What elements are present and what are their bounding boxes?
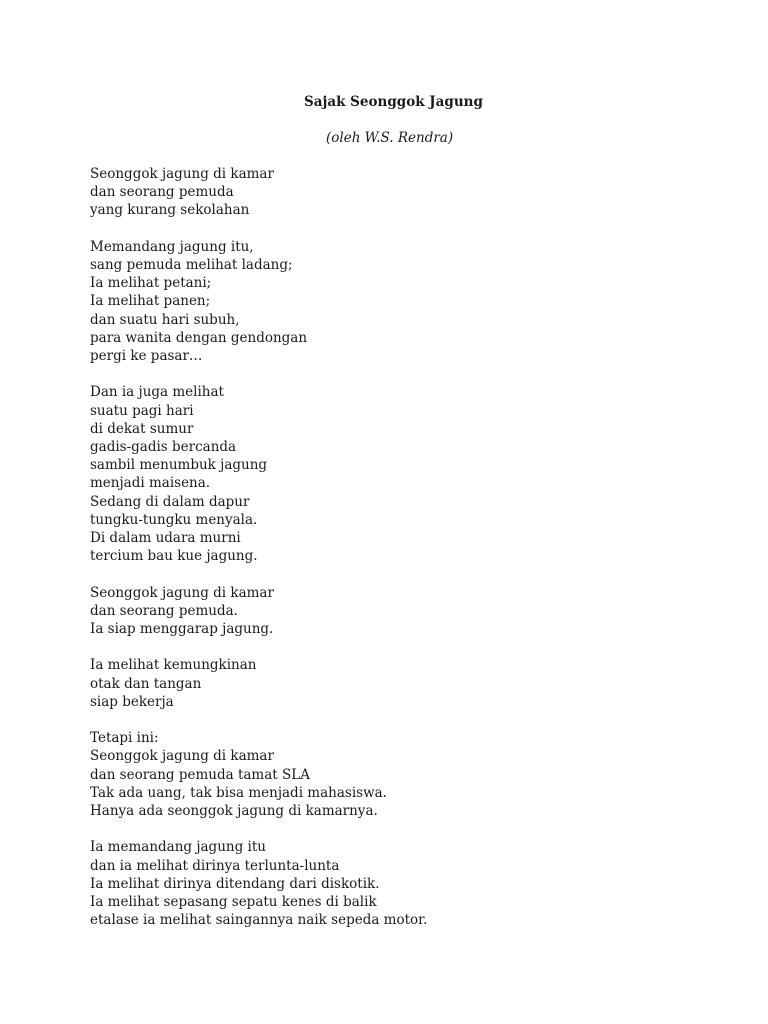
poem-line: Seonggok jagung di kamar bbox=[90, 166, 274, 182]
poem-line: otak dan tangan bbox=[90, 675, 202, 692]
poem-line: Tetapi ini: bbox=[90, 730, 159, 747]
stanza-6 bbox=[90, 729, 690, 820]
poem-line: Sedang di dalam dapur bbox=[90, 493, 250, 510]
poem-line: Di dalam udara murni bbox=[90, 530, 241, 547]
poem-line: dan suatu hari subuh, bbox=[90, 311, 240, 328]
stanza-3 bbox=[90, 383, 690, 565]
poem-line: Seonggok jagung di kamar bbox=[90, 748, 274, 765]
stanza-4 bbox=[90, 584, 690, 639]
poem-line: etalase ia melihat saingannya naik sepeda motor. bbox=[90, 912, 428, 929]
poem-line: Ia melihat dirinya ditendang dari diskotik. bbox=[90, 875, 380, 892]
poem-line: Seonggok jagung di kamar bbox=[90, 584, 274, 601]
poem-line: di dekat sumur bbox=[90, 420, 194, 437]
poem-line: sambil menumbuk jagung bbox=[90, 457, 268, 474]
poem-body bbox=[90, 165, 690, 948]
poem-line: Ia siap menggarap jagung. bbox=[90, 621, 274, 638]
poem-line: menjadi maisena. bbox=[90, 475, 211, 492]
poem-line: dan seorang pemuda bbox=[90, 184, 234, 201]
poem-line: Ia melihat sepasang sepatu kenes di balik bbox=[90, 894, 377, 911]
poem-line: para wanita dengan gendongan bbox=[90, 329, 308, 346]
poem-line: pergi ke pasar… bbox=[90, 348, 203, 365]
stanza-7 bbox=[90, 838, 690, 929]
poem-line: Ia melihat kemungkinan bbox=[90, 657, 257, 674]
poem-author: (oleh W.S. Rendra) bbox=[326, 130, 454, 146]
poem-line: Ia memandang jagung itu bbox=[90, 839, 266, 856]
poem-line: dan seorang pemuda tamat SLA bbox=[90, 766, 310, 783]
poem-line: Ia melihat panen; bbox=[90, 293, 211, 310]
poem-line: dan ia melihat dirinya terlunta-lunta bbox=[90, 857, 340, 874]
poem-line: Tak ada uang, tak bisa menjadi mahasiswa. bbox=[90, 784, 387, 801]
poem-line: sang pemuda melihat ladang; bbox=[90, 257, 293, 273]
poem-title: Sajak Seonggok Jagung bbox=[304, 94, 483, 110]
poem-line: gadis-gadis bercanda bbox=[90, 439, 237, 456]
poem-line: tungku-tungku menyala. bbox=[90, 511, 258, 528]
poem-line: yang kurang sekolahan bbox=[90, 202, 250, 219]
poem-line: tercium bau kue jagung. bbox=[90, 548, 258, 565]
poem-line: Memandang jagung itu, bbox=[90, 238, 254, 255]
poem-line: suatu pagi hari bbox=[90, 402, 194, 419]
stanza-1 bbox=[90, 165, 690, 220]
poem-line: Dan ia juga melihat bbox=[90, 384, 224, 401]
poem-line: Hanya ada seonggok jagung di kamarnya. bbox=[90, 803, 378, 820]
poem-line: Ia melihat petani; bbox=[90, 275, 212, 292]
stanza-5 bbox=[90, 656, 690, 711]
poem-line: dan seorang pemuda. bbox=[90, 602, 238, 619]
stanza-2 bbox=[90, 238, 690, 365]
poem-line: siap bekerja bbox=[90, 693, 174, 710]
